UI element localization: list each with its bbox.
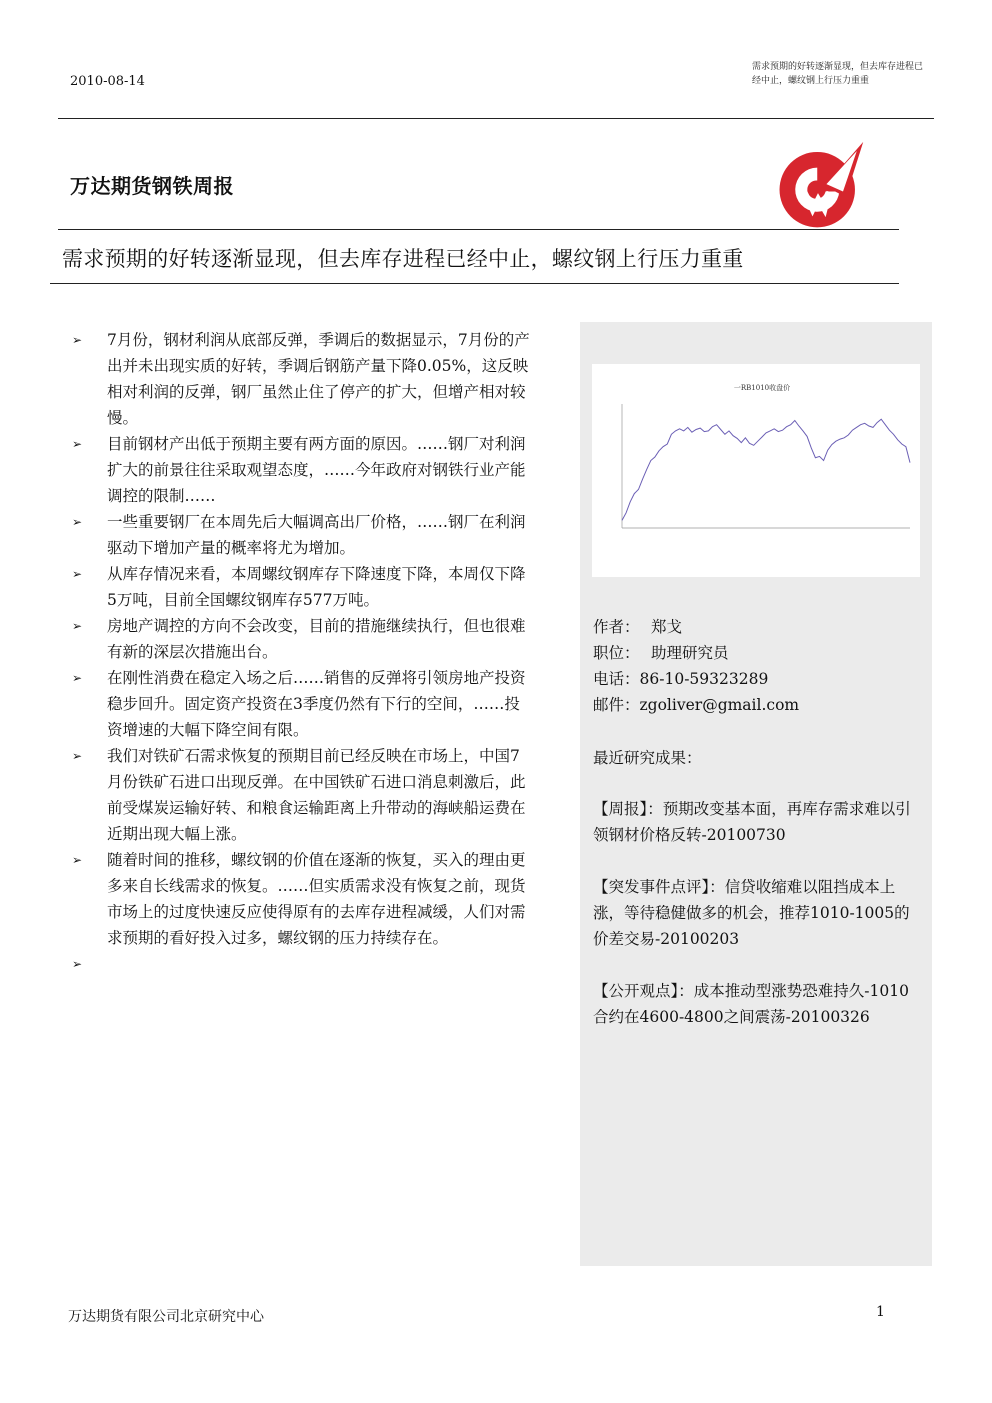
author-name-label: 作者：	[593, 618, 640, 636]
author-phone-row	[593, 666, 799, 692]
header-summary: 需求预期的好转逐渐显现，但去库存进程已经中止，螺纹钢上行压力重重	[752, 62, 924, 86]
bullet-text: 我们对铁矿石需求恢复的预期目前已经反映在市场上，中国7月份铁矿石进口出现反弹。在中国铁矿石进口消息刺激后，此前受煤炭运输好转、和粮食运输距离上升带动的海峡船运费在近期出现大幅上涨。	[107, 747, 526, 843]
chart-series-line	[622, 419, 910, 520]
sidebar	[580, 322, 932, 1266]
title-divider	[58, 229, 899, 230]
research-tag: 【突发事件点评】：	[593, 878, 725, 896]
recent-research-title: 最近研究成果：	[593, 749, 702, 767]
bullet-text: 在刚性消费在稳定入场之后……销售的反弹将引领房地产投资稳步回升。固定资产投资在3季度仍然有下行的空间，……投资增速的大幅下降空间有限。	[107, 669, 526, 739]
bullet-item	[72, 561, 534, 613]
arrow-bullet-icon: ➢	[72, 333, 83, 347]
author-email-row	[593, 692, 799, 718]
bullet-item	[72, 665, 534, 743]
author-title: 助理研究员	[651, 644, 729, 662]
research-tag: 【公开观点】：	[593, 982, 694, 1000]
bullet-text: 一些重要钢厂在本周先后大幅调高出厂价格，……钢厂在利润驱动下增加产量的概率将尤为增加。	[107, 513, 526, 557]
price-chart-svg	[592, 364, 920, 577]
report-date: 2010-08-14	[70, 74, 145, 89]
author-name-row	[593, 614, 799, 640]
bullet-text: 7月份，钢材利润从底部反弹，季调后的数据显示，7月份的产出并未出现实质的好转，季调后钢筋产量下降0.05%，这反映相对利润的反弹，钢厂虽然止住了停产的扩大，但增产相对较慢。	[107, 331, 530, 427]
arrow-bullet-icon: ➢	[72, 567, 83, 581]
research-item[interactable]	[593, 978, 923, 1030]
bullet-item	[72, 431, 534, 509]
author-title-label: 职位：	[593, 644, 640, 662]
arrow-bullet-icon: ➢	[72, 619, 83, 633]
arrow-bullet-icon: ➢	[72, 437, 83, 451]
arrow-bullet-icon: ➢	[72, 749, 83, 763]
author-email[interactable]: zgoliver@gmail.com	[639, 696, 800, 714]
author-title-row	[593, 640, 799, 666]
research-item[interactable]	[593, 874, 923, 952]
page-number: 1	[876, 1304, 885, 1320]
author-name: 郑戈	[651, 618, 683, 636]
author-phone: 86-10-59323289	[639, 670, 769, 688]
arrow-bullet-icon: ➢	[72, 671, 83, 685]
bullet-text: 随着时间的推移，螺纹钢的价值在逐渐的恢复，买入的理由更多来自长线需求的恢复。……但实质需求没有恢复之前，现货市场上的过度快速反应使得原有的去库存进程减缓，人们对需求预期的看好投入过多，螺纹钢的压力持续存在。	[107, 851, 526, 947]
bullet-list	[72, 327, 534, 971]
research-item[interactable]	[593, 796, 923, 848]
bullet-text: 从库存情况来看，本周螺纹钢库存下降速度下降，本周仅下降5万吨，目前全国螺纹钢库存577万吨。	[107, 565, 526, 609]
wanda-logo	[774, 140, 866, 232]
research-text: 信贷收缩难以阻挡成本上涨，等待稳健做多的机会，推荐1010-1005的价差交易-20100203	[593, 878, 910, 948]
bullet-item	[72, 847, 534, 951]
bullet-item	[72, 743, 534, 847]
bullet-item	[72, 509, 534, 561]
arrow-bullet-icon: ➢	[72, 853, 83, 867]
author-email-label: 邮件：	[593, 696, 640, 714]
chart-title: 一RB1010收盘价	[733, 384, 791, 392]
arrow-bullet-icon: ➢	[72, 957, 83, 971]
bullet-item	[72, 327, 534, 431]
price-chart	[592, 364, 920, 577]
bullet-text: 房地产调控的方向不会改变，目前的措施继续执行，但也很难有新的深层次措施出台。	[107, 617, 526, 661]
headline-divider	[50, 283, 899, 284]
headline: 需求预期的好转逐渐显现，但去库存进程已经中止，螺纹钢上行压力重重	[62, 247, 744, 271]
author-phone-label: 电话：	[593, 670, 640, 688]
research-text: 预期改变基本面，再库存需求难以引领钢材价格反转-20100730	[593, 800, 911, 844]
arrow-bullet-icon: ➢	[72, 515, 83, 529]
author-info	[593, 614, 799, 718]
report-title: 万达期货钢铁周报	[70, 174, 234, 198]
header-divider	[58, 118, 934, 119]
footer-organization: 万达期货有限公司北京研究中心	[68, 1309, 264, 1325]
bullet-text: 目前钢材产出低于预期主要有两方面的原因。……钢厂对利润扩大的前景往往采取观望态度，……今年政府对钢铁行业产能调控的限制……	[107, 435, 526, 505]
research-tag: 【周报】：	[593, 800, 663, 818]
research-text: 成本推动型涨势恐难持久-1010合约在4600-4800之间震荡-20100326	[593, 982, 909, 1026]
bullet-item	[72, 613, 534, 665]
